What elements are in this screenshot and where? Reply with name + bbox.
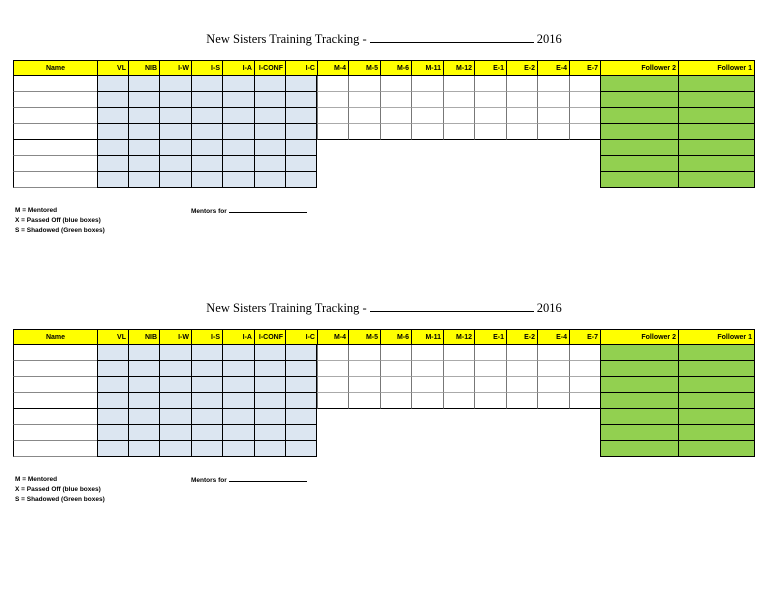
- tracking-cell[interactable]: [128, 441, 159, 457]
- tracking-cell[interactable]: [569, 377, 600, 393]
- header-follower-2: Follower 2: [600, 329, 678, 345]
- tracking-cell[interactable]: [97, 140, 128, 156]
- header-m-11: M-11: [411, 60, 443, 76]
- tracking-cell[interactable]: [128, 345, 159, 361]
- header-nib: NIB: [128, 60, 159, 76]
- tracking-cell[interactable]: [537, 108, 569, 124]
- tracking-cell[interactable]: [285, 345, 317, 361]
- tracking-cell[interactable]: [191, 140, 222, 156]
- header-i-c: I-C: [285, 60, 317, 76]
- tracking-cell[interactable]: [678, 76, 755, 92]
- mentors-for: [191, 475, 307, 486]
- tracking-cell[interactable]: [678, 441, 755, 457]
- tracking-cell[interactable]: [97, 124, 128, 140]
- form-title: New Sisters Training Tracking - 2016: [206, 301, 562, 315]
- tracking-cell[interactable]: [97, 156, 128, 172]
- tracking-cell[interactable]: [317, 377, 348, 393]
- header-i-a: I-A: [222, 60, 254, 76]
- tracking-cell[interactable]: [222, 156, 254, 172]
- tracking-cell[interactable]: [128, 108, 159, 124]
- tracking-cell[interactable]: [128, 140, 159, 156]
- tracking-cell[interactable]: [678, 425, 755, 441]
- tracking-cell[interactable]: [128, 377, 159, 393]
- name-cell[interactable]: [13, 441, 97, 457]
- tracking-cell[interactable]: [159, 377, 191, 393]
- tracking-cell[interactable]: [159, 76, 191, 92]
- tracking-cell[interactable]: [191, 345, 222, 361]
- tracking-cell[interactable]: [97, 377, 128, 393]
- tracking-cell[interactable]: [506, 76, 537, 92]
- tracking-cell[interactable]: [159, 345, 191, 361]
- tracking-cell[interactable]: [600, 425, 678, 441]
- tracking-cell[interactable]: [285, 377, 317, 393]
- tracking-cell[interactable]: [678, 393, 755, 409]
- name-cell[interactable]: [13, 361, 97, 377]
- tracking-cell[interactable]: [97, 425, 128, 441]
- tracking-cell[interactable]: [411, 76, 443, 92]
- tracking-cell[interactable]: [678, 172, 755, 188]
- tracking-cell[interactable]: [191, 377, 222, 393]
- tracking-cell[interactable]: [317, 361, 348, 377]
- tracking-cell[interactable]: [159, 140, 191, 156]
- name-cell[interactable]: [13, 425, 97, 441]
- tracking-cell[interactable]: [569, 92, 600, 108]
- header-vl: VL: [97, 60, 128, 76]
- tracking-cell[interactable]: [128, 361, 159, 377]
- tracking-cell[interactable]: [678, 377, 755, 393]
- tracking-cell[interactable]: [380, 393, 411, 409]
- tracking-cell[interactable]: [128, 76, 159, 92]
- tracking-grid: [13, 329, 755, 459]
- tracking-cell[interactable]: [222, 124, 254, 140]
- tracking-cell[interactable]: [380, 361, 411, 377]
- tracking-cell[interactable]: [254, 409, 285, 425]
- tracking-cell[interactable]: [159, 409, 191, 425]
- header-i-c: I-C: [285, 329, 317, 345]
- name-cell[interactable]: [13, 377, 97, 393]
- tracking-cell[interactable]: [285, 393, 317, 409]
- tracking-cell[interactable]: [443, 361, 474, 377]
- tracking-cell[interactable]: [411, 377, 443, 393]
- tracking-cell[interactable]: [380, 345, 411, 361]
- tracking-cell[interactable]: [285, 361, 317, 377]
- tracking-cell[interactable]: [600, 377, 678, 393]
- tracking-cell[interactable]: [443, 92, 474, 108]
- name-cell[interactable]: [13, 124, 97, 140]
- tracking-cell[interactable]: [600, 140, 678, 156]
- header-name: Name: [13, 329, 97, 345]
- legend-passed-off: X = Passed Off (blue boxes): [15, 217, 101, 224]
- tracking-cell[interactable]: [128, 92, 159, 108]
- tracking-cell[interactable]: [254, 156, 285, 172]
- tracking-cell[interactable]: [159, 156, 191, 172]
- header-e-2: E-2: [506, 329, 537, 345]
- legend-shadowed: S = Shadowed (Green boxes): [15, 227, 105, 234]
- tracking-cell[interactable]: [159, 172, 191, 188]
- tracking-cell[interactable]: [97, 441, 128, 457]
- tracking-cell[interactable]: [678, 361, 755, 377]
- tracking-cell[interactable]: [600, 393, 678, 409]
- header-vl: VL: [97, 329, 128, 345]
- tracking-cell[interactable]: [569, 124, 600, 140]
- tracking-cell[interactable]: [159, 441, 191, 457]
- tracking-cell[interactable]: [285, 156, 317, 172]
- tracking-cell[interactable]: [254, 441, 285, 457]
- tracking-cell[interactable]: [537, 393, 569, 409]
- tracking-cell[interactable]: [97, 409, 128, 425]
- tracking-cell[interactable]: [506, 361, 537, 377]
- name-cell[interactable]: [13, 108, 97, 124]
- header-m-11: M-11: [411, 329, 443, 345]
- tracking-cell[interactable]: [317, 124, 348, 140]
- tracking-cell[interactable]: [348, 345, 380, 361]
- tracking-cell[interactable]: [254, 76, 285, 92]
- tracking-cell[interactable]: [97, 361, 128, 377]
- tracking-cell[interactable]: [222, 140, 254, 156]
- tracking-cell[interactable]: [222, 361, 254, 377]
- tracking-cell[interactable]: [191, 393, 222, 409]
- tracking-cell[interactable]: [474, 377, 506, 393]
- tracking-cell[interactable]: [191, 425, 222, 441]
- tracking-cell[interactable]: [97, 92, 128, 108]
- header-i-w: I-W: [159, 329, 191, 345]
- legend-shadowed: S = Shadowed (Green boxes): [15, 496, 105, 503]
- tracking-cell[interactable]: [600, 156, 678, 172]
- tracking-cell[interactable]: [317, 393, 348, 409]
- tracking-cell[interactable]: [97, 172, 128, 188]
- tracking-cell[interactable]: [506, 393, 537, 409]
- header-follower-1: Follower 1: [678, 329, 755, 345]
- tracking-cell[interactable]: [348, 377, 380, 393]
- tracking-cell[interactable]: [443, 76, 474, 92]
- tracking-cell[interactable]: [380, 76, 411, 92]
- header-m-12: M-12: [443, 329, 474, 345]
- tracking-cell[interactable]: [443, 377, 474, 393]
- tracking-cell[interactable]: [317, 345, 348, 361]
- tracking-cell[interactable]: [348, 393, 380, 409]
- name-cell[interactable]: [13, 345, 97, 361]
- tracking-cell[interactable]: [159, 361, 191, 377]
- tracking-cell[interactable]: [254, 393, 285, 409]
- header-i-a: I-A: [222, 329, 254, 345]
- tracking-cell[interactable]: [443, 345, 474, 361]
- tracking-cell[interactable]: [411, 345, 443, 361]
- tracking-cell[interactable]: [222, 441, 254, 457]
- tracking-cell[interactable]: [97, 76, 128, 92]
- name-cell[interactable]: [13, 393, 97, 409]
- tracking-cell[interactable]: [600, 345, 678, 361]
- header-i-s: I-S: [191, 60, 222, 76]
- tracking-cell[interactable]: [222, 76, 254, 92]
- tracking-cell[interactable]: [411, 108, 443, 124]
- tracking-cell[interactable]: [678, 140, 755, 156]
- tracking-cell[interactable]: [474, 393, 506, 409]
- tracking-cell[interactable]: [474, 108, 506, 124]
- tracking-cell[interactable]: [411, 124, 443, 140]
- tracking-cell[interactable]: [128, 124, 159, 140]
- mentors-for: [191, 206, 307, 217]
- mentors-blank-line[interactable]: [229, 475, 307, 482]
- tracking-cell[interactable]: [285, 108, 317, 124]
- tracking-cell[interactable]: [443, 108, 474, 124]
- tracking-cell[interactable]: [254, 108, 285, 124]
- tracking-cell[interactable]: [380, 124, 411, 140]
- tracking-cell[interactable]: [348, 92, 380, 108]
- header-e-1: E-1: [474, 60, 506, 76]
- header-m-12: M-12: [443, 60, 474, 76]
- title-blank-line[interactable]: [370, 32, 534, 43]
- tracking-cell[interactable]: [285, 76, 317, 92]
- tracking-cell[interactable]: [191, 156, 222, 172]
- legend-passed-off: X = Passed Off (blue boxes): [15, 486, 101, 493]
- tracking-cell[interactable]: [600, 76, 678, 92]
- tracking-cell[interactable]: [222, 409, 254, 425]
- tracking-cell[interactable]: [537, 377, 569, 393]
- tracking-cell[interactable]: [285, 441, 317, 457]
- tracking-cell[interactable]: [222, 377, 254, 393]
- tracking-cell[interactable]: [254, 140, 285, 156]
- tracking-cell[interactable]: [222, 92, 254, 108]
- tracking-cell[interactable]: [191, 409, 222, 425]
- tracking-cell[interactable]: [569, 361, 600, 377]
- tracking-cell[interactable]: [348, 76, 380, 92]
- tracking-cell[interactable]: [380, 377, 411, 393]
- header-m-5: M-5: [348, 60, 380, 76]
- tracking-cell[interactable]: [254, 92, 285, 108]
- tracking-cell[interactable]: [128, 172, 159, 188]
- legend-mentored: M = Mentored: [15, 476, 58, 483]
- tracking-cell[interactable]: [128, 393, 159, 409]
- tracking-cell[interactable]: [506, 345, 537, 361]
- tracking-cell[interactable]: [97, 345, 128, 361]
- tracking-cell[interactable]: [317, 108, 348, 124]
- tracking-cell[interactable]: [191, 92, 222, 108]
- mentors-blank-line[interactable]: [229, 206, 307, 213]
- tracking-cell[interactable]: [506, 124, 537, 140]
- tracking-cell[interactable]: [348, 124, 380, 140]
- tracking-cell[interactable]: [159, 124, 191, 140]
- tracking-cell[interactable]: [285, 140, 317, 156]
- tracking-cell[interactable]: [97, 108, 128, 124]
- tracking-cell[interactable]: [97, 393, 128, 409]
- tracking-cell[interactable]: [191, 441, 222, 457]
- tracking-cell[interactable]: [600, 92, 678, 108]
- name-cell[interactable]: [13, 172, 97, 188]
- legend: [15, 206, 105, 236]
- header-follower-1: Follower 1: [678, 60, 755, 76]
- tracking-cell[interactable]: [569, 108, 600, 124]
- tracking-cell[interactable]: [678, 409, 755, 425]
- tracking-cell[interactable]: [506, 108, 537, 124]
- header-nib: NIB: [128, 329, 159, 345]
- tracking-cell[interactable]: [348, 108, 380, 124]
- tracking-cell[interactable]: [191, 172, 222, 188]
- name-cell[interactable]: [13, 156, 97, 172]
- tracking-cell[interactable]: [254, 377, 285, 393]
- tracking-cell[interactable]: [569, 345, 600, 361]
- mentors-label: Mentors for: [191, 477, 227, 484]
- tracking-cell[interactable]: [537, 76, 569, 92]
- name-cell[interactable]: [13, 140, 97, 156]
- tracking-cell[interactable]: [222, 172, 254, 188]
- tracking-cell[interactable]: [678, 92, 755, 108]
- tracking-cell[interactable]: [600, 108, 678, 124]
- tracking-cell[interactable]: [537, 345, 569, 361]
- tracking-cell[interactable]: [317, 92, 348, 108]
- tracking-cell[interactable]: [600, 409, 678, 425]
- tracking-cell[interactable]: [128, 425, 159, 441]
- tracking-cell[interactable]: [506, 377, 537, 393]
- tracking-cell[interactable]: [537, 361, 569, 377]
- tracking-cell[interactable]: [380, 108, 411, 124]
- tracking-cell[interactable]: [537, 92, 569, 108]
- header-m-4: M-4: [317, 329, 348, 345]
- tracking-cell[interactable]: [443, 393, 474, 409]
- tracking-cell[interactable]: [285, 92, 317, 108]
- tracking-cell[interactable]: [254, 345, 285, 361]
- title-blank-line[interactable]: [370, 301, 534, 312]
- header-follower-2: Follower 2: [600, 60, 678, 76]
- tracking-cell[interactable]: [411, 361, 443, 377]
- tracking-cell[interactable]: [128, 409, 159, 425]
- header-i-s: I-S: [191, 329, 222, 345]
- tracking-cell[interactable]: [159, 92, 191, 108]
- tracking-cell[interactable]: [569, 393, 600, 409]
- name-cell[interactable]: [13, 92, 97, 108]
- form-title: New Sisters Training Tracking - 2016: [206, 32, 562, 46]
- tracking-cell[interactable]: [285, 425, 317, 441]
- tracking-cell[interactable]: [474, 345, 506, 361]
- tracking-cell[interactable]: [380, 92, 411, 108]
- tracking-cell[interactable]: [191, 361, 222, 377]
- tracking-cell[interactable]: [159, 393, 191, 409]
- tracking-cell[interactable]: [159, 425, 191, 441]
- tracking-cell[interactable]: [474, 76, 506, 92]
- tracking-cell[interactable]: [474, 92, 506, 108]
- tracking-cell[interactable]: [222, 393, 254, 409]
- tracking-cell[interactable]: [348, 361, 380, 377]
- tracking-cell[interactable]: [191, 124, 222, 140]
- tracking-cell[interactable]: [678, 108, 755, 124]
- tracking-cell[interactable]: [600, 172, 678, 188]
- header-e-4: E-4: [537, 329, 569, 345]
- header-e-1: E-1: [474, 329, 506, 345]
- tracking-cell[interactable]: [678, 124, 755, 140]
- header-i-w: I-W: [159, 60, 191, 76]
- tracking-cell[interactable]: [191, 108, 222, 124]
- header-m-5: M-5: [348, 329, 380, 345]
- tracking-cell[interactable]: [600, 124, 678, 140]
- tracking-cell[interactable]: [254, 361, 285, 377]
- name-cell[interactable]: [13, 409, 97, 425]
- tracking-cell[interactable]: [254, 124, 285, 140]
- name-cell[interactable]: [13, 76, 97, 92]
- tracking-cell[interactable]: [600, 361, 678, 377]
- header-e-2: E-2: [506, 60, 537, 76]
- mentors-label: Mentors for: [191, 208, 227, 215]
- tracking-cell[interactable]: [506, 92, 537, 108]
- tracking-cell[interactable]: [222, 345, 254, 361]
- legend-mentored: M = Mentored: [15, 207, 58, 214]
- tracking-cell[interactable]: [254, 172, 285, 188]
- tracking-cell[interactable]: [474, 124, 506, 140]
- header-i-conf: I-CONF: [254, 329, 285, 345]
- tracking-cell[interactable]: [569, 76, 600, 92]
- tracking-cell[interactable]: [600, 441, 678, 457]
- legend: [15, 475, 105, 505]
- tracking-cell[interactable]: [411, 92, 443, 108]
- tracking-cell[interactable]: [285, 124, 317, 140]
- tracking-cell[interactable]: [537, 124, 569, 140]
- tracking-cell[interactable]: [678, 345, 755, 361]
- tracking-cell[interactable]: [317, 76, 348, 92]
- header-m-6: M-6: [380, 329, 411, 345]
- header-e-4: E-4: [537, 60, 569, 76]
- tracking-cell[interactable]: [411, 393, 443, 409]
- tracking-cell[interactable]: [128, 156, 159, 172]
- tracking-cell[interactable]: [254, 425, 285, 441]
- tracking-cell[interactable]: [222, 425, 254, 441]
- header-e-7: E-7: [569, 60, 600, 76]
- header-e-7: E-7: [569, 329, 600, 345]
- tracking-cell[interactable]: [285, 409, 317, 425]
- header-name: Name: [13, 60, 97, 76]
- tracking-cell[interactable]: [159, 108, 191, 124]
- header-i-conf: I-CONF: [254, 60, 285, 76]
- header-m-6: M-6: [380, 60, 411, 76]
- tracking-cell[interactable]: [191, 76, 222, 92]
- tracking-cell[interactable]: [678, 156, 755, 172]
- tracking-cell[interactable]: [222, 108, 254, 124]
- header-m-4: M-4: [317, 60, 348, 76]
- tracking-cell[interactable]: [474, 361, 506, 377]
- tracking-grid: [13, 60, 755, 190]
- tracking-cell[interactable]: [443, 124, 474, 140]
- tracking-cell[interactable]: [285, 172, 317, 188]
